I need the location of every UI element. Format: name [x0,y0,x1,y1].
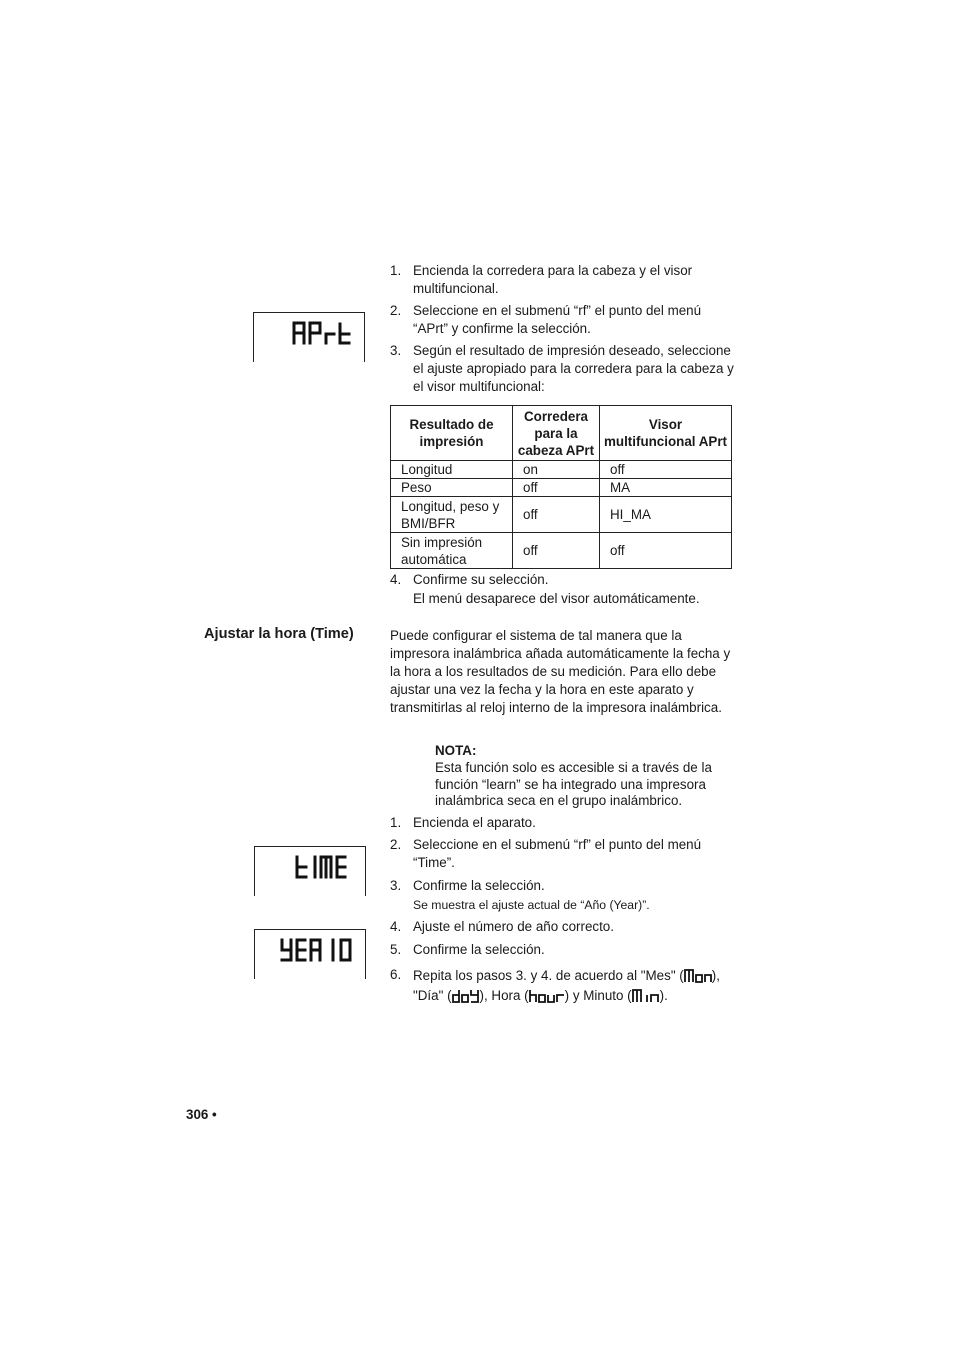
table-row [391,497,732,533]
step-b4: 4. Ajuste el número de año correcto. [390,919,614,934]
step-a3: 3. Según el resultado de impresión deseado, seleccione el ajuste apropiado para la corredera para la cabeza y el visor multifuncional: [390,343,734,394]
seven-segment-time [255,847,367,897]
table-cell: HI_MA [600,497,732,533]
table-cell: Longitud, peso y BMI/BFR [391,497,513,533]
table-cell: on [513,461,600,479]
table-cell: off [513,533,600,569]
min-display-icon [632,989,660,1003]
seven-segment-aprt [254,313,366,363]
day-display-icon [452,989,480,1003]
lcd-display-year [254,929,366,979]
table-cell: off [600,533,732,569]
step-b1: 1. Encienda el aparato. [390,815,536,830]
page-number: 306 • [186,1107,217,1122]
table-cell: Longitud [391,461,513,479]
note-title: NOTA: [435,743,477,758]
mon-display-icon [684,969,712,983]
step-a4: 4. Confirme su selección. El menú desaparece del visor automáticamente. [390,572,700,606]
table-cell: off [513,497,600,533]
table-cell: off [513,479,600,497]
table-header: Visor multifuncional APrt [600,406,732,461]
lcd-display-time [254,846,366,896]
table-row [391,461,732,479]
step-b3: 3. Confirme la selección. Se muestra el ajuste actual de “Año (Year)”. [390,878,650,912]
note-text: Esta función solo es accesible si a través de la función “learn” se ha integrado una impresora inalámbrica seca en el grupo inalámbrico. [435,760,712,808]
section-heading: Ajustar la hora (Time) [204,626,354,642]
table-cell: Peso [391,479,513,497]
table-header: Resultado de impresión [391,406,513,461]
table-cell: off [600,461,732,479]
hour-display-icon [529,989,565,1003]
lcd-display-aprt [253,312,365,362]
step-a1: 1. Encienda la corredera para la cabeza y el visor multifuncional. [390,263,693,296]
table-row [391,533,732,569]
note-box [435,742,735,810]
table-cell: MA [600,479,732,497]
print-settings-table [390,405,732,569]
table-cell: Sin impresión automática [391,533,513,569]
step-b5: 5. Confirme la selección. [390,942,545,957]
step-b2: 2. Seleccione en el submenú “rf” el punto del menú “Time”. [390,837,702,870]
table-header: Corredera para la cabeza APrt [513,406,600,461]
seven-segment-year [255,930,367,980]
table-row [391,479,732,497]
step-a2: 2. Seleccione en el submenú “rf” el punto del menú “APrt” y confirme la selección. [390,303,702,336]
section-intro: Puede configurar el sistema de tal manera que la impresora inalámbrica añada automáticamente la fecha y la hora a los resultados de su medición. Para ello debe ajustar una vez la fecha y la hora en este aparato y transmitirlas al reloj interno de la impresora inalámbrica. [390,628,731,715]
table-header-row [391,406,732,461]
step-b6: 6. Repita los pasos 3. y 4. de acuerdo al "Mes" ( ), "Día" ( ), Hora ( ) y Minuto ( ). [390,967,720,1003]
